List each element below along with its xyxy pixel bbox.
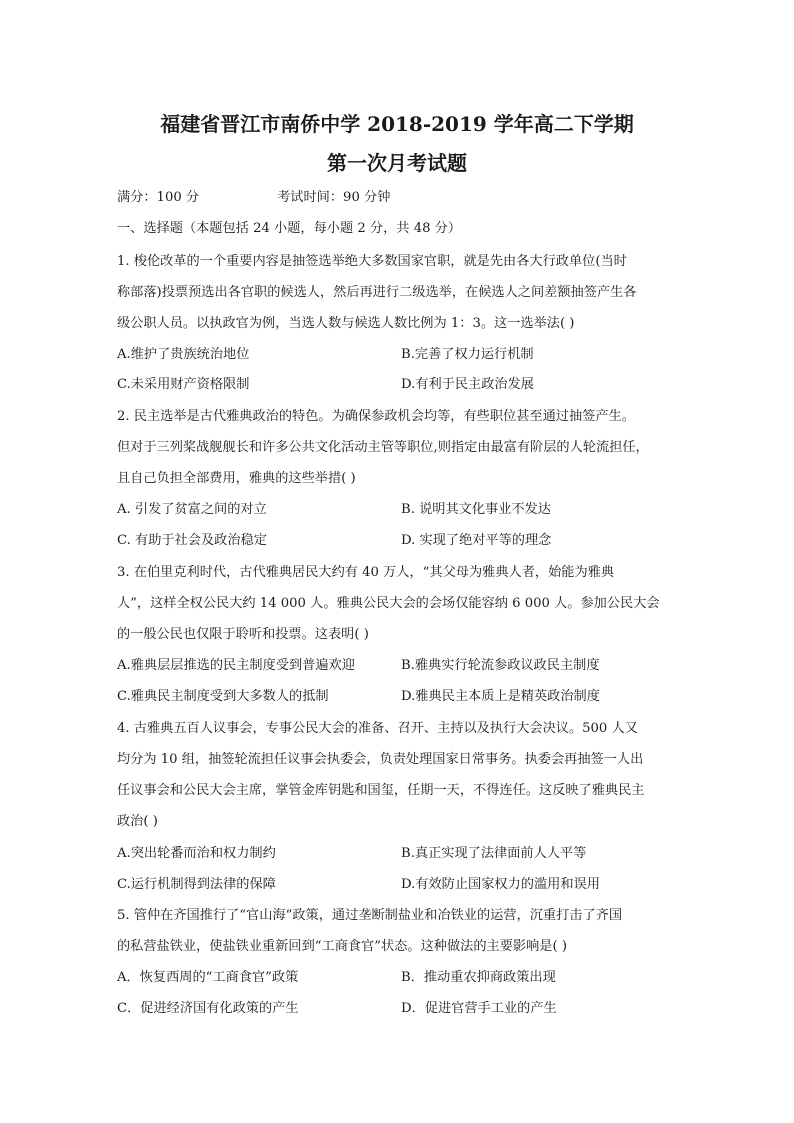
option-row <box>117 873 600 892</box>
option-d[interactable]: D．促进官营手工业的产生 <box>401 1001 557 1016</box>
question-text-line: 级公职人员。以执政官为例，当选人数与候选人数比例为 1：3。这一选举法( ) <box>117 316 575 331</box>
option-d[interactable]: D.有利于民主政治发展 <box>401 377 534 392</box>
option-a[interactable]: A．恢复西周的“工商食官”政策 <box>117 970 299 985</box>
question-text-line: 的一般公民也仅限于聆听和投票。这表明( ) <box>117 627 369 642</box>
question-text-line: 2. 民主选举是古代雅典政治的特色。为确保参政机会均等，有些职位甚至通过抽签产生。 <box>117 409 635 424</box>
option-b[interactable]: B.完善了权力运行机制 <box>401 347 534 362</box>
option-c[interactable]: C.未采用财产资格限制 <box>117 377 250 392</box>
question-text-line: 称部落)投票预选出各官职的候选人，然后再进行二级选举，在候选人之间差额抽签产生各 <box>117 285 637 300</box>
option-row <box>117 842 587 861</box>
full-score: 满分：100 分 <box>117 190 200 205</box>
option-b[interactable]: B.雅典实行轮流参政议政民主制度 <box>401 658 600 673</box>
page-title-line1: 福建省晋江市南侨中学 2018-2019 学年高二下学期 <box>160 112 634 136</box>
option-b[interactable]: B．推动重农抑商政策出现 <box>401 970 556 985</box>
option-d[interactable]: D. 实现了绝对平等的理念 <box>401 533 552 548</box>
question-text-line: 且自己负担全部费用，雅典的这些举措( ) <box>117 471 356 486</box>
question-text-line: 任议事会和公民大会主席，掌管金库钥匙和国玺，任期一天，不得连任。这反映了雅典民主 <box>117 783 645 798</box>
question-text-line: 4. 古雅典五百人议事会，专事公民大会的准备、召开、主持以及执行大会决议。500 人又 <box>117 721 638 736</box>
option-c[interactable]: C.运行机制得到法律的保障 <box>117 877 276 892</box>
option-row <box>117 529 552 548</box>
question-text-line: 人”，这样全权公民大约 14 000 人。雅典公民大会的会场仅能容纳 6 000 人。参加公民大会 <box>117 596 660 611</box>
option-row <box>117 373 534 392</box>
question-text-line: 的私营盐铁业，使盐铁业重新回到“工商食官”状态。这种做法的主要影响是( ) <box>117 939 567 954</box>
exam-time: 考试时间：90 分钟 <box>277 190 391 205</box>
option-a[interactable]: A. 引发了贫富之间的对立 <box>117 502 267 517</box>
option-d[interactable]: D.雅典民主本质上是精英政治制度 <box>401 689 600 704</box>
option-a[interactable]: A.雅典层层推选的民主制度受到普遍欢迎 <box>117 658 355 673</box>
option-d[interactable]: D.有效防止国家权力的滥用和误用 <box>401 877 600 892</box>
option-row <box>117 498 551 517</box>
option-row <box>117 654 600 673</box>
option-b[interactable]: B. 说明其文化事业不发达 <box>401 502 551 517</box>
option-a[interactable]: A.维护了贵族统治地位 <box>117 347 250 362</box>
section-heading: 一、选择题（本题包括 24 小题，每小题 2 分，共 48 分） <box>117 221 462 236</box>
question-text-line: 1. 梭伦改革的一个重要内容是抽签选举绝大多数国家官职，就是先由各大行政单位(当时 <box>117 254 627 269</box>
page-title-line2: 第一次月考试题 <box>327 151 467 175</box>
option-row <box>117 343 534 362</box>
question-text-line: 5. 管仲在齐国推行了“官山海”政策，通过垄断制盐业和冶铁业的运营，沉重打击了齐国 <box>117 908 623 923</box>
option-row <box>117 685 600 704</box>
question-text-line: 政治( ) <box>117 814 158 829</box>
option-row <box>117 997 557 1016</box>
exam-meta <box>117 186 390 205</box>
question-text-line: 但对于三列桨战舰舰长和许多公共文化活动主管等职位,则指定由最富有阶层的人轮流担任， <box>117 440 649 455</box>
option-c[interactable]: C.雅典民主制度受到大多数人的抵制 <box>117 689 329 704</box>
question-text-line: 均分为 10 组，抽签轮流担任议事会执委会，负责处理国家日常事务。执委会再抽签一人出 <box>117 752 644 767</box>
option-a[interactable]: A.突出轮番而治和权力制约 <box>117 846 276 861</box>
option-c[interactable]: C. 有助于社会及政治稳定 <box>117 533 267 548</box>
question-text-line: 3. 在伯里克利时代，古代雅典居民大约有 40 万人，“其父母为雅典人者，始能为雅典 <box>117 565 615 580</box>
option-row <box>117 966 556 985</box>
option-b[interactable]: B.真正实现了法律面前人人平等 <box>401 846 587 861</box>
option-c[interactable]: C．促进经济国有化政策的产生 <box>117 1001 299 1016</box>
